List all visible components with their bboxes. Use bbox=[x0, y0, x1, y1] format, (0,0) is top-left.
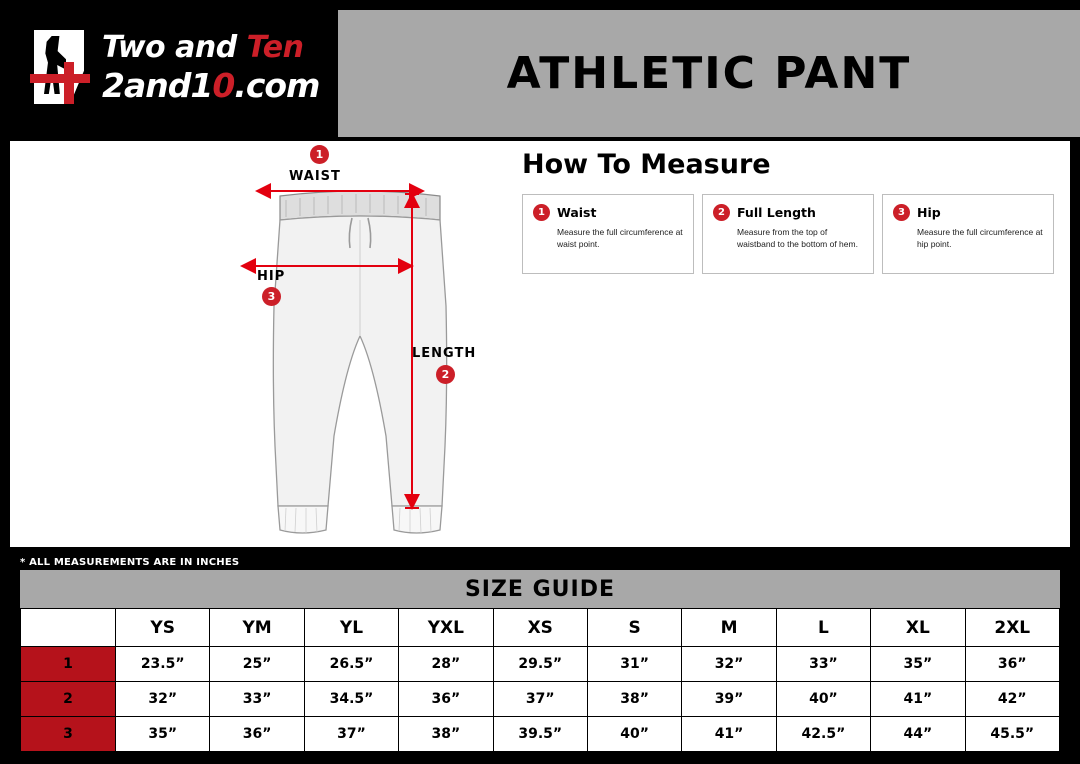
cell-2-m: 39” bbox=[682, 682, 776, 717]
measure-card-hip bbox=[882, 194, 1054, 274]
cell-3-2xl: 45.5” bbox=[965, 717, 1059, 752]
logo-line-2-red: 0 bbox=[212, 66, 235, 105]
garment-diagram bbox=[200, 141, 520, 547]
table-header-yl: YL bbox=[304, 609, 398, 647]
cell-1-ys: 23.5” bbox=[116, 647, 210, 682]
length-label: LENGTH bbox=[412, 346, 477, 361]
waist-badge: 1 bbox=[310, 145, 329, 164]
page-header bbox=[0, 0, 1080, 137]
table-header-2xl: 2XL bbox=[965, 609, 1059, 647]
table-row bbox=[21, 682, 1060, 717]
cell-1-l: 33” bbox=[776, 647, 870, 682]
measure-card-waist-badge: 1 bbox=[533, 204, 550, 221]
cell-2-yxl: 36” bbox=[399, 682, 493, 717]
size-guide-section bbox=[20, 570, 1060, 752]
measure-card-full-length-badge: 2 bbox=[713, 204, 730, 221]
table-header-s: S bbox=[587, 609, 681, 647]
table-header-l: L bbox=[776, 609, 870, 647]
logo-line-1-black: Two and bbox=[102, 30, 247, 65]
cell-1-yxl: 28” bbox=[399, 647, 493, 682]
cell-1-ym: 25” bbox=[210, 647, 304, 682]
table-header-yxl: YXL bbox=[399, 609, 493, 647]
cell-2-s: 38” bbox=[587, 682, 681, 717]
row-label-1: 1 bbox=[21, 647, 116, 682]
measure-card-waist-title: Waist bbox=[557, 205, 597, 220]
table-row bbox=[21, 717, 1060, 752]
cell-3-ys: 35” bbox=[116, 717, 210, 752]
size-guide-table bbox=[20, 608, 1060, 752]
cell-3-xs: 39.5” bbox=[493, 717, 587, 752]
logo-line-2 bbox=[102, 66, 319, 105]
cell-3-xl: 44” bbox=[871, 717, 965, 752]
measure-card-waist bbox=[522, 194, 694, 274]
table-row bbox=[21, 647, 1060, 682]
measurement-units-note: * ALL MEASUREMENTS ARE IN INCHES bbox=[20, 557, 240, 568]
how-to-measure-section bbox=[522, 149, 1067, 274]
how-to-measure-cards bbox=[522, 194, 1067, 274]
row-label-2: 2 bbox=[21, 682, 116, 717]
measurement-arrows bbox=[200, 141, 520, 547]
cell-1-xl: 35” bbox=[871, 647, 965, 682]
cell-2-ys: 32” bbox=[116, 682, 210, 717]
length-badge: 2 bbox=[436, 365, 455, 384]
cell-3-ym: 36” bbox=[210, 717, 304, 752]
logo-line-2-a: 2and1 bbox=[102, 66, 213, 105]
table-header-m: M bbox=[682, 609, 776, 647]
measure-card-full-length-desc: Measure from the top of waistband to the bottom of hem. bbox=[737, 227, 858, 250]
cell-2-xs: 37” bbox=[493, 682, 587, 717]
cell-1-m: 32” bbox=[682, 647, 776, 682]
measure-card-full-length bbox=[702, 194, 874, 274]
logo-mark-icon bbox=[28, 28, 92, 106]
logo-line-1 bbox=[102, 30, 303, 65]
waist-label: WAIST bbox=[289, 169, 341, 184]
cell-1-s: 31” bbox=[587, 647, 681, 682]
cell-2-ym: 33” bbox=[210, 682, 304, 717]
logo-line-1-red: Ten bbox=[246, 30, 304, 65]
table-header-xs: XS bbox=[493, 609, 587, 647]
main-panel bbox=[10, 141, 1070, 547]
measure-card-hip-title: Hip bbox=[917, 205, 941, 220]
cell-3-l: 42.5” bbox=[776, 717, 870, 752]
how-to-measure-title: How To Measure bbox=[522, 149, 771, 180]
size-guide-title: SIZE GUIDE bbox=[20, 570, 1060, 608]
cell-1-xs: 29.5” bbox=[493, 647, 587, 682]
cell-3-yxl: 38” bbox=[399, 717, 493, 752]
hip-badge: 3 bbox=[262, 287, 281, 306]
cell-1-yl: 26.5” bbox=[304, 647, 398, 682]
row-label-3: 3 bbox=[21, 717, 116, 752]
table-corner-cell bbox=[21, 609, 116, 647]
cell-3-s: 40” bbox=[587, 717, 681, 752]
table-header-row bbox=[21, 609, 1060, 647]
cell-2-yl: 34.5” bbox=[304, 682, 398, 717]
cell-2-xl: 41” bbox=[871, 682, 965, 717]
hip-label: HIP bbox=[257, 269, 286, 284]
cell-2-2xl: 42” bbox=[965, 682, 1059, 717]
measure-card-hip-badge: 3 bbox=[893, 204, 910, 221]
cell-1-2xl: 36” bbox=[965, 647, 1059, 682]
logo-line-2-b: .com bbox=[234, 66, 320, 105]
measure-card-full-length-title: Full Length bbox=[737, 205, 816, 220]
table-header-ym: YM bbox=[210, 609, 304, 647]
table-header-ys: YS bbox=[116, 609, 210, 647]
measure-card-waist-desc: Measure the full circumference at waist point. bbox=[557, 227, 683, 250]
brand-logo bbox=[28, 28, 320, 112]
cell-3-yl: 37” bbox=[304, 717, 398, 752]
cell-2-l: 40” bbox=[776, 682, 870, 717]
table-header-xl: XL bbox=[871, 609, 965, 647]
measure-card-hip-desc: Measure the full circumference at hip point. bbox=[917, 227, 1043, 250]
cell-3-m: 41” bbox=[682, 717, 776, 752]
page-title: ATHLETIC PANT bbox=[506, 48, 912, 99]
